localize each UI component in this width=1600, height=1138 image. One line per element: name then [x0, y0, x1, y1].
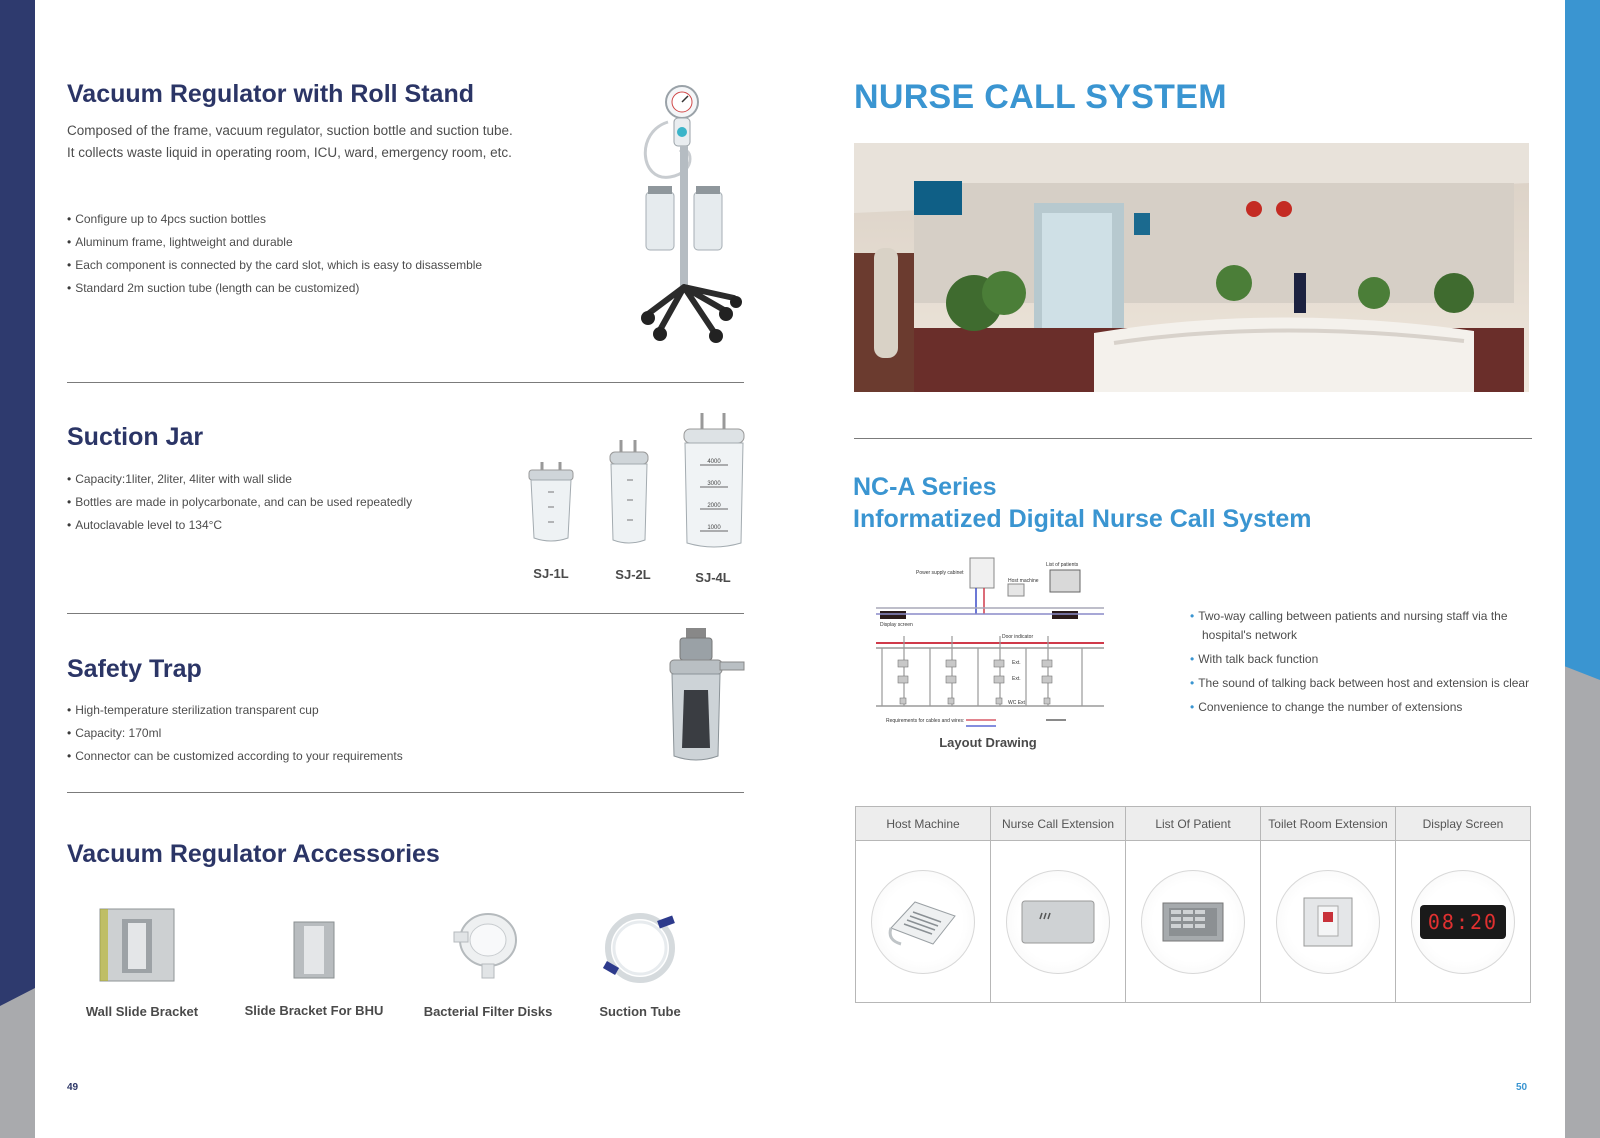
bacterial-filter-disk-image: [450, 910, 526, 980]
vacuum-regulator-title: Vacuum Regulator with Roll Stand: [67, 80, 474, 108]
jar-4l-label: SJ-4L: [695, 570, 731, 585]
diagram-label-requirements: Requirements for cables and wires:: [886, 718, 965, 724]
page-number-left: 49: [67, 1082, 79, 1093]
table-header-host-machine: Host Machine: [856, 807, 990, 841]
right-edge-blue-band: [1565, 0, 1600, 680]
section-divider: [854, 438, 1532, 439]
diagram-label-wc-ext: WC Ext.: [1008, 700, 1027, 706]
diagram-label-door-indicator: Door indicator: [1002, 634, 1034, 640]
page-title: NURSE CALL SYSTEM: [854, 78, 1227, 116]
safety-trap-title: Safety Trap: [67, 655, 202, 683]
nurse-call-extension-image: [1006, 870, 1110, 974]
diagram-label-ext: Ext.: [1012, 676, 1021, 682]
diagram-label-list-of-patients: List of patients: [1046, 562, 1079, 568]
jar-2l-image: [607, 440, 651, 546]
vacuum-regulator-description-2: It collects waste liquid in operating room, ICU, ward, emergency room, etc.: [67, 145, 512, 160]
list-item: • Two-way calling between patients and nursing staff via the hospital's network: [1190, 607, 1536, 645]
left-edge-band: [0, 0, 35, 1138]
layout-drawing: [866, 556, 1116, 730]
safety-trap-features: [67, 699, 403, 768]
jar-4l-image: [682, 413, 746, 551]
table-header-nurse-call-extension: Nurse Call Extension: [991, 807, 1125, 841]
table-header-list-of-patient: List Of Patient: [1126, 807, 1260, 841]
vacuum-regulator-features: [67, 208, 482, 300]
diagram-label-display-screen: Display screen: [880, 622, 913, 628]
display-screen-image: [1411, 870, 1515, 974]
diagram-label-ext: Ext.: [1012, 660, 1021, 666]
series-title: NC-A Series: [853, 473, 997, 501]
vacuum-regulator-description-1: Composed of the frame, vacuum regulator, suction bottle and suction tube.: [67, 123, 513, 138]
jar-mark: 2000: [707, 503, 721, 509]
display-screen-time: 08:20: [1427, 909, 1499, 934]
accessory-label: Slide Bracket For BHU: [244, 1003, 384, 1018]
table-header-display-screen: Display Screen: [1396, 807, 1530, 841]
table-column: [1126, 807, 1261, 1002]
left-edge-grey-band: [0, 988, 35, 1138]
list-item: • With talk back function: [1190, 650, 1536, 669]
hospital-lobby-photo: [854, 143, 1529, 392]
jar-1l-image: [526, 462, 576, 544]
diagram-label-power-supply: Power supply cabinet: [916, 570, 964, 576]
table-column: [991, 807, 1126, 1002]
list-item: • Connector can be customized according to your requirements: [67, 745, 403, 768]
list-item: • Configure up to 4pcs suction bottles: [67, 208, 482, 231]
list-item: • The sound of talking back between host and extension is clear: [1190, 674, 1536, 693]
accessory-label: Wall Slide Bracket: [85, 1004, 199, 1019]
jar-mark: 4000: [707, 459, 721, 465]
jar-2l-label: SJ-2L: [615, 567, 651, 582]
jar-mark: 3000: [707, 481, 721, 487]
table-column: [856, 807, 991, 1002]
section-divider: [67, 792, 744, 793]
host-machine-image: [871, 870, 975, 974]
page-number-right: 50: [1516, 1082, 1528, 1093]
nurse-call-features: [1190, 607, 1536, 722]
jar-1l-label: SJ-1L: [533, 566, 569, 581]
suction-tube-image: [600, 908, 680, 986]
list-item: • Convenience to change the number of extensions: [1190, 698, 1536, 717]
nurse-call-products-table: [855, 806, 1531, 1003]
list-item: • Each component is connected by the card slot, which is easy to disassemble: [67, 254, 482, 277]
suction-jar-title: Suction Jar: [67, 423, 204, 451]
list-item: • Aluminum frame, lightweight and durable: [67, 231, 482, 254]
layout-drawing-caption: Layout Drawing: [939, 735, 1037, 750]
section-divider: [67, 613, 744, 614]
slide-bracket-bhu-image: [292, 920, 336, 980]
list-item: • Standard 2m suction tube (length can be customized): [67, 277, 482, 300]
jar-mark: 1000: [707, 525, 721, 531]
list-item: • Bottles are made in polycarbonate, and can be used repeatedly: [67, 491, 412, 514]
accessories-title: Vacuum Regulator Accessories: [67, 840, 440, 868]
list-item: • Capacity:1liter, 2liter, 4liter with wall slide: [67, 468, 412, 491]
wall-slide-bracket-image: [98, 905, 176, 985]
safety-trap-image: [664, 628, 748, 764]
list-item: • High-temperature sterilization transparent cup: [67, 699, 403, 722]
roll-stand-image: [640, 82, 750, 347]
table-column: [1261, 807, 1396, 1002]
accessory-label: Bacterial Filter Disks: [423, 1004, 553, 1019]
diagram-label-host-machine: Host machine: [1008, 578, 1039, 584]
suction-jar-features: [67, 468, 412, 537]
series-subtitle: Informatized Digital Nurse Call System: [853, 505, 1312, 533]
table-header-toilet-room-extension: Toilet Room Extension: [1261, 807, 1395, 841]
accessory-label: Suction Tube: [599, 1004, 681, 1019]
toilet-room-extension-image: [1276, 870, 1380, 974]
list-item: • Autoclavable level to 134°C: [67, 514, 412, 537]
section-divider: [67, 382, 744, 383]
list-item: • Capacity: 170ml: [67, 722, 403, 745]
list-of-patient-image: [1141, 870, 1245, 974]
table-column: [1396, 807, 1530, 1002]
